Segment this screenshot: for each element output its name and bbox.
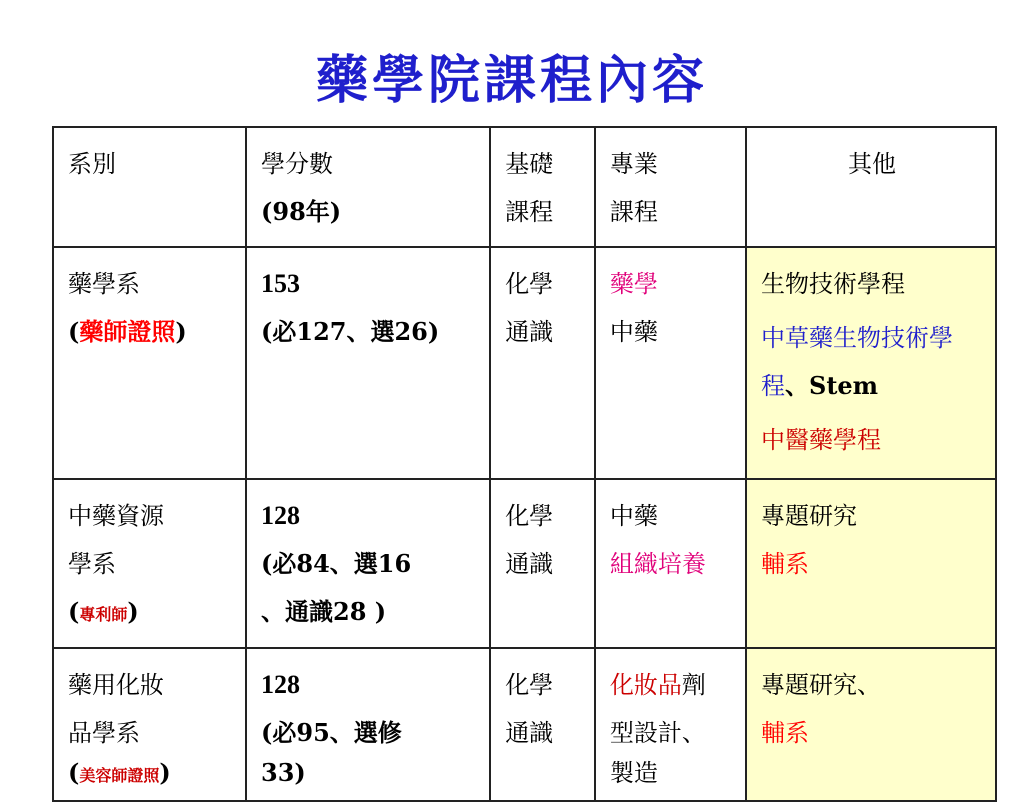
header-major-line2: 課程 — [609, 198, 658, 226]
row1-basic-2: 通識 — [505, 318, 554, 346]
row2-dept-2: 學系 — [68, 550, 116, 578]
row2-other-1: 專題研究 — [760, 502, 857, 530]
row2-basic-1: 化學 — [505, 502, 554, 530]
row3-major — [595, 648, 746, 801]
row3-dept-2: 品學系 — [68, 719, 140, 747]
slide-title: 藥學院課程內容 — [315, 50, 708, 111]
row2-credits-total: 128 — [261, 501, 301, 530]
table-header-row — [53, 127, 996, 247]
row3-credits-detail-2: 33) — [261, 758, 306, 787]
row3-credits-detail-1: (必95、選修 — [261, 718, 402, 747]
row3-basic-1: 化學 — [505, 671, 554, 699]
header-dept-label: 系別 — [68, 150, 116, 178]
row2-major — [595, 479, 746, 648]
row2-credits — [246, 479, 490, 648]
row3-other-2: 輔系 — [760, 719, 809, 747]
row2-major-2: 組織培養 — [609, 550, 706, 578]
header-credits — [246, 127, 490, 247]
header-credits-label: 學分數 — [261, 150, 334, 178]
row1-license-open: ( — [68, 317, 80, 346]
row1-other-1: 生物技術學程 — [760, 270, 905, 298]
row2-credits-detail-1: (必84、選16 — [261, 549, 412, 578]
row3-license: 美容師證照 — [79, 766, 160, 785]
table-row — [53, 479, 996, 648]
table-row — [53, 247, 996, 479]
row3-other-1: 專題研究、 — [760, 671, 881, 699]
row1-license-close: ) — [175, 317, 187, 346]
header-credits-year: (98年) — [261, 197, 342, 226]
row2-dept-1: 中藥資源 — [68, 502, 164, 530]
curriculum-table — [52, 126, 997, 802]
row1-major-1: 藥學 — [609, 270, 658, 298]
row2-basic — [490, 479, 595, 648]
row1-dept-name: 藥學系 — [68, 270, 140, 298]
row2-basic-2: 通識 — [505, 550, 554, 578]
row1-credits-total: 153 — [261, 269, 301, 298]
row2-other-2: 輔系 — [760, 550, 809, 578]
row2-dept — [53, 479, 246, 648]
row1-other-2a: 中草藥生物技術學程 — [760, 324, 953, 400]
row1-basic — [490, 247, 595, 479]
row3-dept — [53, 648, 246, 801]
header-basic-line1: 基礎 — [505, 150, 554, 178]
row3-major-3: 製造 — [609, 759, 658, 787]
header-dept — [53, 127, 246, 247]
row2-other — [746, 479, 996, 648]
row1-basic-1: 化學 — [505, 270, 554, 298]
row1-credits — [246, 247, 490, 479]
row3-basic — [490, 648, 595, 801]
row1-major — [595, 247, 746, 479]
row3-credits — [246, 648, 490, 801]
header-other-label: 其他 — [847, 150, 896, 178]
header-basic-line2: 課程 — [505, 198, 554, 226]
header-basic — [490, 127, 595, 247]
row3-major-2: 型設計、 — [609, 719, 706, 747]
row2-license-open: ( — [68, 597, 80, 626]
row2-credits-detail-2: 、通識28 ) — [261, 597, 387, 626]
row1-major-2: 中藥 — [609, 318, 658, 346]
row3-major-1b: 劑 — [681, 671, 706, 699]
row3-basic-2: 通識 — [505, 719, 554, 747]
row2-license-close: ) — [127, 597, 139, 626]
header-other — [746, 127, 996, 247]
row3-other — [746, 648, 996, 801]
row3-major-1a: 化妝品 — [609, 671, 682, 699]
row2-major-1: 中藥 — [609, 502, 658, 530]
row1-credits-detail: (必127、選26) — [261, 317, 440, 346]
row3-credits-total: 128 — [261, 670, 301, 699]
header-major-line1: 專業 — [609, 150, 658, 178]
table-row — [53, 648, 996, 801]
row1-license: 藥師證照 — [79, 317, 176, 346]
row2-license: 專利師 — [79, 605, 128, 624]
row3-license-close: ) — [159, 758, 171, 787]
row1-other-3: 中醫藥學程 — [760, 426, 881, 454]
header-major — [595, 127, 746, 247]
row1-other-2b: 、Stem — [784, 371, 879, 400]
row3-dept-1: 藥用化妝 — [68, 671, 164, 699]
row3-license-open: ( — [68, 758, 80, 787]
row1-other — [746, 247, 996, 479]
row1-dept — [53, 247, 246, 479]
